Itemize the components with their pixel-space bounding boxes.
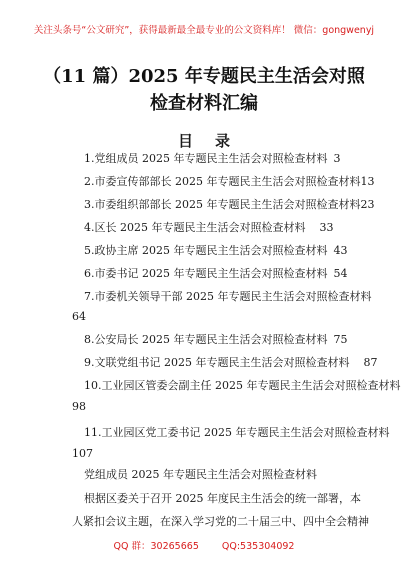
footer-contact: [0, 538, 408, 552]
toc-entry-label: 9.文联党组书记 2025 年专题民主生活会对照检查材料: [84, 356, 350, 369]
toc-entry-10-page: 98: [72, 400, 86, 413]
toc-entry-6[interactable]: [84, 261, 354, 286]
toc-entry-page: 33: [319, 221, 334, 234]
toc-entry-page: 87: [363, 356, 378, 369]
toc-entry-3[interactable]: [84, 192, 375, 217]
toc-entry-9[interactable]: [84, 350, 378, 375]
toc-entry-1[interactable]: [84, 146, 354, 171]
toc-entry-5[interactable]: [84, 238, 354, 263]
toc-entry-label: 7.市委机关领导干部 2025 年专题民主生活会对照检查材料: [84, 290, 372, 303]
body-paragraph-line-1: 根据区委关于召开 2025 年度民主生活会的统一部署，本: [84, 492, 361, 505]
toc-entry-7-page: 64: [72, 310, 86, 323]
toc-entry-page: 13: [360, 175, 375, 188]
toc-entry-2[interactable]: [84, 169, 375, 194]
qq-number: QQ:535304092: [221, 541, 295, 552]
toc-entry-page: 75: [333, 333, 348, 346]
toc-entry-label: 6.市委书记 2025 年专题民主生活会对照检查材料: [84, 267, 328, 280]
document-title: （11 篇）2025 年专题民主生活会对照检查材料汇编: [43, 66, 365, 114]
toc-heading: 目录: [177, 132, 252, 150]
toc-entry-page: 23: [360, 198, 375, 211]
toc-entry-label: 2.市委宣传部部长 2025 年专题民主生活会对照检查材料: [84, 175, 361, 188]
toc-entry-label: 8.公安局长 2025 年专题民主生活会对照检查材料: [84, 333, 328, 346]
toc-entry-label: 5.政协主席 2025 年专题民主生活会对照检查材料: [84, 244, 328, 257]
toc-entry-label: 1.党组成员 2025 年专题民主生活会对照检查材料: [84, 152, 328, 165]
qq-group-number: QQ 群：30265665: [113, 541, 199, 552]
toc-entry-11[interactable]: [84, 420, 390, 445]
header-note: 关注头条号“公文研究”，获得最新最全最专业的公文资料库！ 微信：gongwenyj: [33, 25, 375, 36]
body-paragraph-line-2: 人紧扣会议主题，在深入学习党的二十届三中、四中全会精神: [72, 515, 369, 528]
toc-entry-8[interactable]: [84, 327, 354, 352]
toc-entry-label: 3.市委组织部部长 2025 年专题民主生活会对照检查材料: [84, 198, 361, 211]
toc-entry-7[interactable]: [84, 284, 372, 309]
toc-entry-page: 3: [333, 152, 341, 165]
body-subheading: 党组成员 2025 年专题民主生活会对照检查材料: [84, 468, 317, 481]
toc-entry-11-page: 107: [72, 447, 93, 460]
toc-entry-page: 54: [333, 267, 348, 280]
toc-entry-label: 4.区长 2025 年专题民主生活会对照检查材料: [84, 221, 306, 234]
toc-entry-10[interactable]: [84, 373, 401, 398]
toc-entry-label: 11.工业园区党工委书记 2025 年专题民主生活会对照检查材料: [84, 426, 390, 439]
toc-entry-page: 43: [333, 244, 348, 257]
toc-entry-label: 10.工业园区管委会副主任 2025 年专题民主生活会对照检查材料: [84, 379, 401, 392]
toc-entry-4[interactable]: [84, 215, 354, 240]
